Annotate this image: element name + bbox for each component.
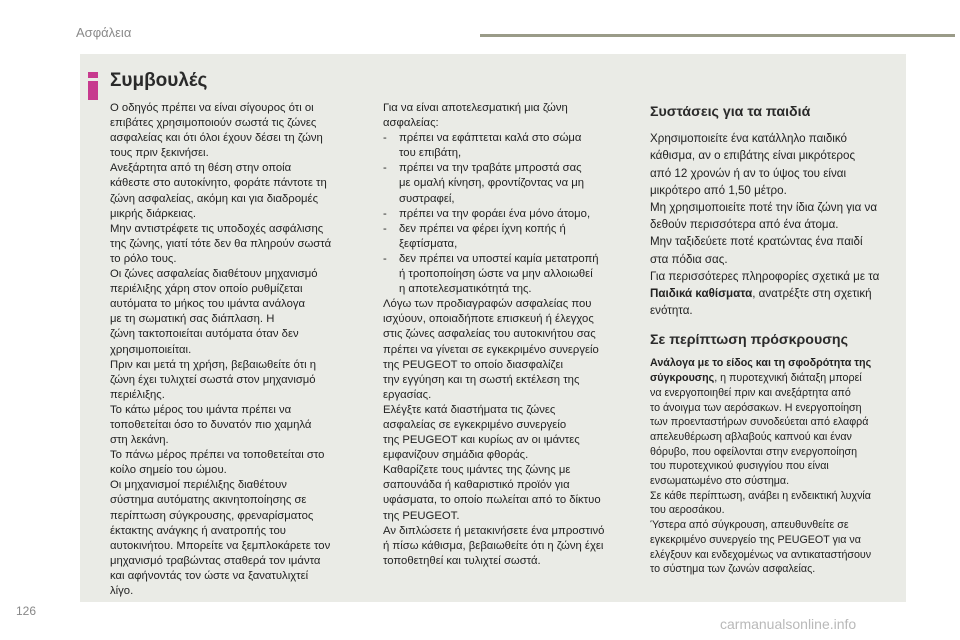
text-line: πρέπει να γίνεται σε εγκεκριμένο συνεργείο bbox=[383, 343, 599, 356]
text-line: χρησιμοποιείται. bbox=[110, 343, 192, 356]
text-line: λίγο. bbox=[110, 585, 134, 597]
text-line: του πυροτεχνικού φυσιγγίου που είναι bbox=[650, 460, 829, 473]
text-line: δεθούν περισσότερα από ένα άτομα. bbox=[650, 218, 839, 232]
text-line: πρέπει να την φοράει ένα μόνο άτομο, bbox=[399, 207, 591, 220]
list-item-text bbox=[399, 222, 638, 252]
children-reference-bold: Παιδικά καθίσματα bbox=[650, 286, 753, 300]
children-reference-rest: , ανατρέξτε στη σχετική bbox=[752, 286, 872, 300]
text-line: και αφήνοντάς τον ώστε να ξανατυλιχτεί bbox=[110, 569, 309, 582]
text-line: δεν πρέπει να υποστεί καμία μετατροπή bbox=[399, 252, 599, 265]
info-icon bbox=[88, 72, 98, 100]
collision-text bbox=[650, 356, 900, 577]
children-reference bbox=[650, 285, 900, 302]
column-2-outro bbox=[383, 297, 638, 569]
text-line: ισχύουν, οποιαδήποτε επισκευή ή έλεγχος bbox=[383, 313, 594, 326]
text-line: Αν διπλώσετε ή μετακινήσετε ένα μπροστινό bbox=[383, 524, 605, 537]
text-line: περιέλιξης. bbox=[110, 388, 165, 401]
text-line: πρέπει να την τραβάτε μπροστά σας bbox=[399, 162, 582, 175]
text-line: της PEUGEOT το οποίο διασφαλίζει bbox=[383, 358, 564, 371]
text-line: του αεροσάκου. bbox=[650, 504, 725, 517]
text-line: το ρόλο τους. bbox=[110, 252, 177, 265]
text-line: με τη σωματική σας διάπλαση. Η bbox=[110, 313, 275, 326]
header-rule bbox=[480, 34, 955, 37]
list-item bbox=[383, 222, 638, 252]
text-line: Ελέγξτε κατά διαστήματα τις ζώνες bbox=[383, 403, 556, 416]
collision-bold-1: Ανάλογα με το είδος και τη σφοδρότητα της bbox=[650, 357, 872, 370]
text-line: σύστημα αυτόματης ακινητοποίησης σε bbox=[110, 494, 307, 507]
list-item-text bbox=[399, 252, 638, 297]
text-line: της ζώνης, γιατί τότε δεν θα πληρούν σωστά bbox=[110, 237, 332, 250]
text-line: Ανεξάρτητα από τη θέση στην οποία bbox=[110, 162, 292, 175]
column-1 bbox=[110, 101, 365, 599]
text-line: Λόγω των προδιαγραφών ασφαλείας που bbox=[383, 298, 592, 311]
collision-bold-2: σύγκρουσης bbox=[650, 372, 715, 385]
text-line: στις ζώνες ασφαλείας του αυτοκινήτου σας bbox=[383, 328, 596, 341]
list-dash: - bbox=[383, 222, 387, 235]
text-line: υφάσματα, το οποίο πωλείται από το δίκτυο bbox=[383, 494, 601, 507]
text-line: Ο οδηγός πρέπει να είναι σίγουρος ότι οι bbox=[110, 102, 314, 114]
list-dash: - bbox=[383, 207, 387, 220]
text-line: περίπτωση σύγκρουσης, φρεναρίσματος bbox=[110, 509, 314, 522]
children-text bbox=[650, 130, 900, 319]
text-line: συστραφεί, bbox=[399, 192, 455, 205]
text-line: Οι μηχανισμοί περιέλιξης διαθέτουν bbox=[110, 479, 287, 492]
text-line: ασφαλείας σε εγκεκριμένο συνεργείο bbox=[383, 418, 567, 431]
list-item-text bbox=[399, 207, 638, 222]
list-item-text bbox=[399, 131, 638, 161]
text-line: μηχανισμό τραβώντας σταθερά τον ιμάντα bbox=[110, 554, 321, 567]
text-line: των προενταστήρων συνοδεύεται από ελαφρά bbox=[650, 416, 869, 429]
text-line: επιβάτες χρησιμοποιούν σωστά τις ζώνες bbox=[110, 117, 317, 130]
text-line: Μην ταξιδεύετε ποτέ κρατώντας ένα παιδί bbox=[650, 235, 863, 249]
text-line: ή πίσω κάθισμα, βεβαιωθείτε ότι η ζώνη έχει bbox=[383, 539, 604, 552]
text-line: στα πόδια σας. bbox=[650, 252, 728, 266]
list-item-text bbox=[399, 161, 638, 206]
text-line: σαπουνάδα ή καθαριστικό προϊόν για bbox=[383, 479, 570, 492]
text-line: ζώνη τακτοποιείται αυτόματα όταν δεν bbox=[110, 328, 299, 341]
text-line: Οι ζώνες ασφαλείας διαθέτουν μηχανισμό bbox=[110, 268, 318, 281]
text-line: από 12 χρονών ή αν το ύψος του είναι bbox=[650, 166, 847, 180]
text-line: Για περισσότερες πληροφορίες σχετικά με τα bbox=[650, 269, 880, 283]
seatbelt-requirements-list bbox=[383, 131, 638, 297]
text-line: Το κάτω μέρος του ιμάντα πρέπει να bbox=[110, 403, 292, 416]
column-3 bbox=[650, 101, 900, 577]
text-line: του επιβάτη, bbox=[399, 147, 462, 160]
list-dash: - bbox=[383, 162, 387, 175]
text-line: αυτόματα το μήκος του ιμάντα ανάλογα bbox=[110, 298, 306, 311]
text-line: το άνοιγμα των αερόσακων. Η ενεργοποίηση bbox=[650, 401, 862, 414]
text-line: μικρότερο από 1,50 μέτρο. bbox=[650, 183, 787, 197]
text-line: με ομαλή κίνηση, φροντίζοντας να μη bbox=[399, 177, 585, 190]
text-line: ελέγξουν και ενδεχομένως να αντικαταστήσουν bbox=[650, 548, 872, 561]
column-2-intro bbox=[383, 101, 638, 131]
text-line: την εγγύηση και τη σωστή εκτέλεση της bbox=[383, 373, 580, 386]
collision-rest-2: , η πυροτεχνική διάταξη μπορεί bbox=[714, 372, 862, 385]
children-reference-last: ενότητα. bbox=[650, 304, 693, 318]
text-line: Μη χρησιμοποιείτε ποτέ την ίδια ζώνη για να bbox=[650, 200, 878, 214]
info-icon-bar bbox=[88, 81, 98, 100]
section-title: Συμβουλές bbox=[110, 70, 208, 91]
column-1-text bbox=[110, 101, 365, 599]
text-line: κάθισμα, αν ο επιβάτης είναι μικρότερος bbox=[650, 149, 856, 163]
column-2 bbox=[383, 101, 638, 569]
text-line: Χρησιμοποιείτε ένα κατάλληλο παιδικό bbox=[650, 132, 847, 146]
text-line: της PEUGEOT. bbox=[383, 509, 460, 522]
text-line: Καθαρίζετε τους ιμάντες της ζώνης με bbox=[383, 464, 571, 477]
text-line: δεν πρέπει να φέρει ίχνη κοπής ή bbox=[399, 222, 566, 235]
text-line: ή τροποποίηση ώστε να μην αλλοιωθεί bbox=[399, 268, 593, 281]
text-line: ζώνη ασφαλείας, ακόμη και για διαδρομές bbox=[110, 192, 319, 205]
list-dash: - bbox=[383, 132, 387, 145]
text-line: θόρυβο, που οφείλονται στην ενεργοποίηση bbox=[650, 445, 858, 458]
text-line: Μην αντιστρέφετε τις υποδοχές ασφάλισης bbox=[110, 222, 324, 235]
text-line: Πριν και μετά τη χρήση, βεβαιωθείτε ότι η bbox=[110, 358, 317, 371]
list-item bbox=[383, 207, 638, 222]
text-line: τοποθετείται όσο το δυνατόν πιο χαμηλά bbox=[110, 418, 312, 431]
text-line: τοποθετηθεί και τυλιχτεί σωστά. bbox=[383, 554, 541, 567]
text-line: της PEUGEOT και κυρίως αν οι ιμάντες bbox=[383, 434, 580, 447]
text-line: ενσωματωμένο στο σύστημα. bbox=[650, 475, 790, 488]
text-line: κοίλο σημείο του ώμου. bbox=[110, 464, 227, 477]
info-icon-dot bbox=[88, 72, 98, 78]
children-heading: Συστάσεις για τα παιδιά bbox=[650, 104, 811, 120]
text-line: μικρής διάρκειας. bbox=[110, 207, 197, 220]
collision-heading: Σε περίπτωση πρόσκρουσης bbox=[650, 332, 848, 349]
list-item bbox=[383, 131, 638, 161]
text-line: περιέλιξης χάρη στον οποίο ρυθμίζεται bbox=[110, 283, 303, 296]
text-line: ζώνη έχει τυλιχτεί σωστά στον μηχανισμό bbox=[110, 373, 316, 386]
text-line: Το πάνω μέρος πρέπει να τοποθετείται στο bbox=[110, 449, 325, 462]
text-line: εργασίας. bbox=[383, 388, 432, 401]
list-item bbox=[383, 252, 638, 297]
text-line: η αποτελεσματικότητά της. bbox=[399, 283, 532, 296]
text-line: έκτακτης ανάγκης ή ανατροπής του bbox=[110, 524, 286, 537]
text-line: ασφαλείας: bbox=[383, 117, 439, 130]
chapter-title: Ασφάλεια bbox=[76, 25, 132, 40]
text-line: ξεφτίσματα, bbox=[399, 237, 458, 250]
text-line: Σε κάθε περίπτωση, ανάβει η ενδεικτική λυχνία bbox=[650, 489, 871, 502]
text-line: αυτοκινήτου. Μπορείτε να ξεμπλοκάρετε τον bbox=[110, 539, 331, 552]
text-line: εγκεκριμένο συνεργείο της PEUGEOT για να bbox=[650, 533, 861, 546]
list-item bbox=[383, 161, 638, 206]
list-dash: - bbox=[383, 252, 387, 265]
text-line: το σύστημα των ζωνών ασφαλείας. bbox=[650, 563, 816, 576]
text-line: εμφανίζουν σημάδια φθοράς. bbox=[383, 449, 529, 462]
text-line: να ενεργοποιηθεί πριν και ανεξάρτητα από bbox=[650, 386, 851, 399]
text-line: ασφαλείας και ότι όλοι έχουν δέσει τη ζώνη bbox=[110, 132, 323, 145]
text-line: Ύστερα από σύγκρουση, απευθυνθείτε σε bbox=[650, 519, 849, 532]
text-line: Για να είναι αποτελεσματική μια ζώνη bbox=[383, 102, 568, 114]
text-line: πρέπει να εφάπτεται καλά στο σώμα bbox=[399, 132, 582, 145]
watermark: carmanualsonline.info bbox=[720, 616, 857, 632]
text-line: τους πριν ξεκινήσει. bbox=[110, 147, 209, 160]
text-line: στη λεκάνη. bbox=[110, 434, 169, 447]
page-number: 126 bbox=[16, 604, 37, 618]
text-line: απελευθέρωση αβλαβούς καπνού και έναν bbox=[650, 430, 852, 443]
text-line: κάθεστε στο αυτοκίνητο, φοράτε πάντοτε τη bbox=[110, 177, 327, 190]
